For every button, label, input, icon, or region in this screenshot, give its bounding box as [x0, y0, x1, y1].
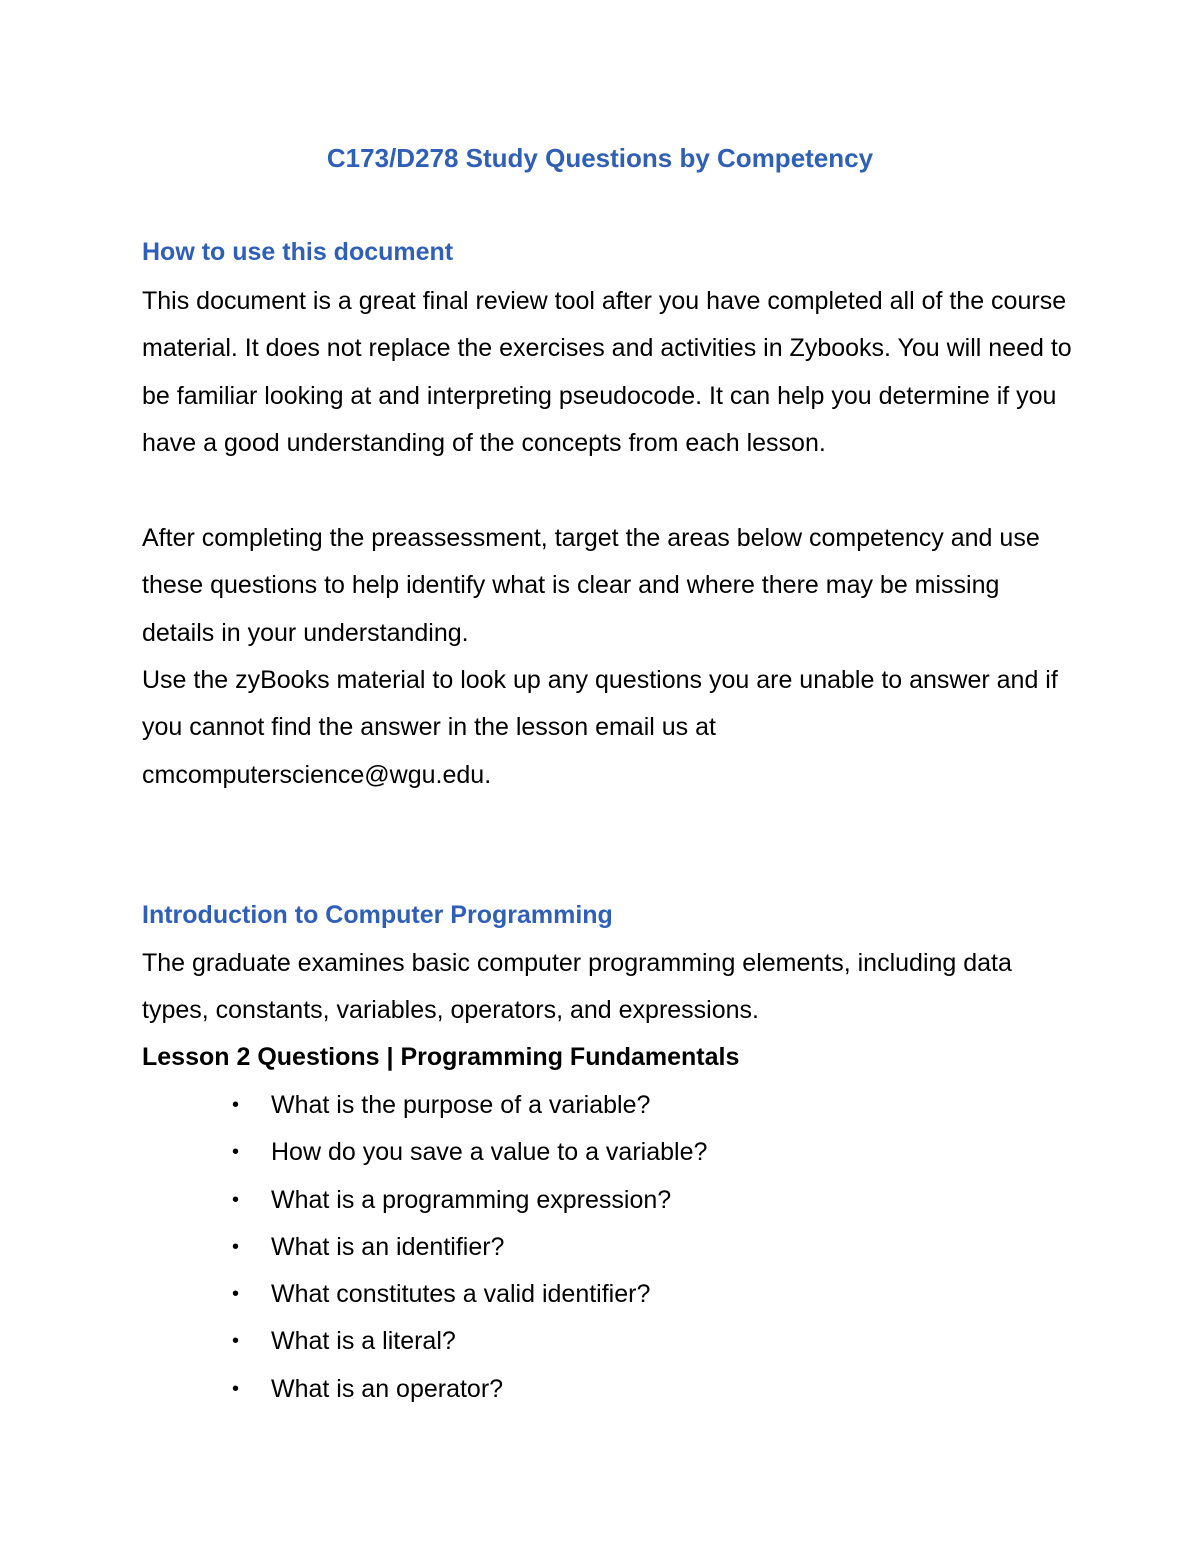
document-title: C173/D278 Study Questions by Competency: [326, 143, 874, 173]
question-text: What is an identifier?: [271, 1232, 505, 1261]
question-text: What is a programming expression?: [271, 1185, 672, 1214]
question-text: What is a literal?: [271, 1327, 456, 1356]
lesson-2-question-list: [0, 1082, 1200, 1413]
bullet-icon: •: [232, 1188, 240, 1211]
competency-description: The graduate examines basic computer programming elements, including data types, constants, variables, operators, and expressions.: [142, 949, 1012, 1025]
competency-heading: Introduction to Computer Programming: [142, 901, 613, 929]
question-item: [0, 1271, 1200, 1318]
how-to-use-heading: How to use this document: [142, 238, 454, 266]
question-item: [0, 1129, 1200, 1176]
bullet-icon: •: [232, 1094, 240, 1116]
bullet-icon: •: [232, 1141, 240, 1164]
question-text: How do you save a value to a variable?: [271, 1138, 708, 1167]
question-text: What constitutes a valid identifier?: [271, 1280, 651, 1309]
question-item: [0, 1082, 1200, 1129]
question-item: [0, 1318, 1200, 1365]
question-item: [0, 1224, 1200, 1271]
question-text: What is an operator?: [271, 1374, 504, 1403]
how-to-paragraph-2: After completing the preassessment, target the areas below competency and use these questions to help identify what is clear and where there may be missing details in your understanding.: [142, 524, 1040, 647]
bullet-icon: •: [232, 1283, 240, 1306]
question-item: [0, 1177, 1200, 1224]
question-text: What is the purpose of a variable?: [271, 1091, 651, 1119]
lesson-2-heading: Lesson 2 Questions | Programming Fundamentals: [142, 1043, 740, 1071]
question-item: [0, 1366, 1200, 1413]
bullet-icon: •: [232, 1235, 240, 1258]
bullet-icon: •: [232, 1330, 240, 1353]
how-to-paragraph-3: Use the zyBooks material to look up any questions you are unable to answer and if you cannot find the answer in the lesson email us at cmcomputerscience@wgu.edu.: [142, 666, 1058, 789]
bullet-icon: •: [232, 1377, 240, 1400]
how-to-paragraph-1: This document is a great final review tool after you have completed all of the course material. It does not replace the exercises and activities in Zybooks. You will need to be familiar looking at and interpreting pseudocode. It can help you determine if you have a good understanding of the concepts from each lesson.: [142, 287, 1072, 457]
